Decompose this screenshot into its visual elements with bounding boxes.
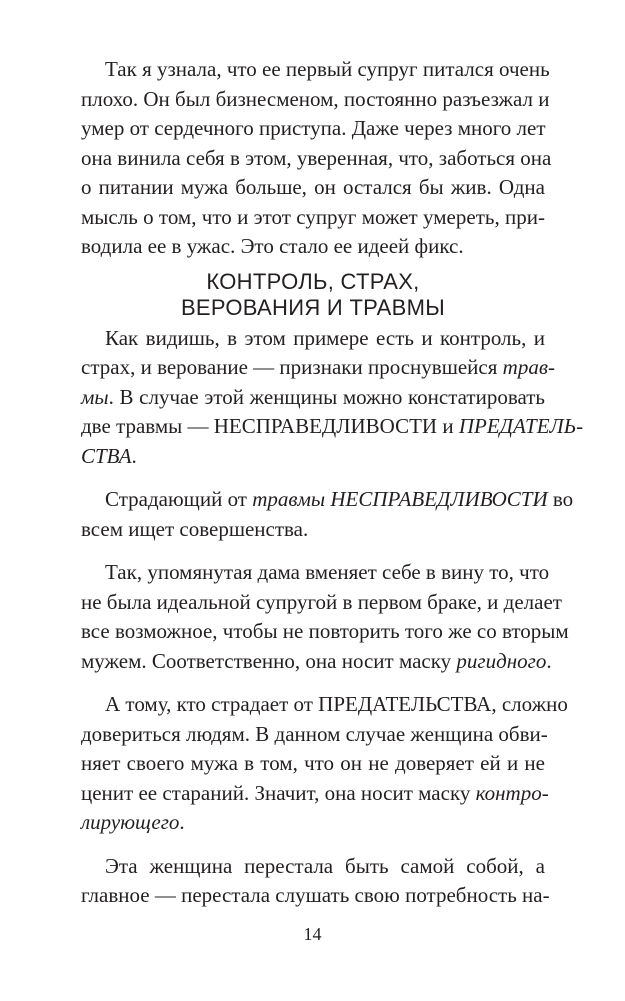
text-line: Так я узнала, что ее первый супруг питался очень	[105, 57, 550, 81]
text-line: Как видишь, в этом примере есть и контроль, и	[105, 326, 545, 350]
italic-term: мы	[81, 385, 109, 409]
text-line: мы. В случае этой женщины можно констатировать	[81, 385, 545, 409]
text-line: умер от сердечного приступа. Даже через много лет	[81, 116, 546, 140]
text-line: две травмы — НЕСПРАВЕДЛИВОСТИ и ПРЕДАТЕЛЬ-	[81, 414, 584, 438]
section-heading-line-1: КОНТРОЛЬ, СТРАХ,	[206, 269, 420, 294]
section-heading-line-2: ВЕРОВАНИЯ И ТРАВМЫ	[180, 295, 446, 320]
text-line: она винила себя в этом, уверенная, что, заботься она	[81, 146, 552, 170]
text-line: СТВА.	[81, 444, 137, 468]
italic-term: СТВА	[81, 444, 132, 468]
text-line: не была идеальной супругой в первом браке, и делает	[81, 590, 562, 614]
text-line: плохо. Он был бизнесменом, постоянно разъезжал и	[81, 87, 550, 111]
text-line: страх, и верование — признаки проснувшейся трав-	[81, 355, 555, 379]
text-line: Так, упомянутая дама вменяет себе в вину то, что	[105, 560, 550, 584]
text-line: водила ее в ужас. Это стало ее идеей фикс.	[81, 234, 464, 258]
text-line: лирующего.	[81, 810, 185, 834]
text-line: мужем. Соответственно, она носит маску ригидного.	[81, 649, 552, 673]
text-line: о питании мужа больше, он остался бы жив. Одна	[81, 175, 545, 199]
italic-term: травмы НЕСПРАВЕДЛИВОСТИ	[252, 487, 548, 511]
text-line: довериться людям. В данном случае женщина обви-	[81, 722, 548, 746]
italic-term: ригидного	[456, 649, 547, 673]
text-line: главное — перестала слушать свою потребность на-	[81, 883, 550, 907]
text-line: ценит ее стараний. Значит, она носит маску контро-	[81, 781, 549, 805]
text-line: няет своего мужа в том, что он не доверяет ей и не	[81, 751, 545, 775]
italic-term: ПРЕДАТЕЛЬ-	[458, 414, 584, 438]
text-line: А тому, кто страдает от ПРЕДАТЕЛЬСТВА, сложно	[105, 692, 568, 716]
text-line: Эта женщина перестала быть самой собой, а	[105, 854, 545, 878]
italic-term: трав-	[502, 355, 555, 379]
page-number: 14	[303, 924, 322, 944]
italic-term: лирующего	[81, 810, 180, 834]
italic-term: контро-	[475, 781, 549, 805]
text-line: мысль о том, что и этот супруг может умереть, при-	[81, 205, 545, 229]
text-line: всем ищет совершенства.	[81, 517, 309, 541]
text-line: Страдающий от травмы НЕСПРАВЕДЛИВОСТИ во	[105, 487, 574, 511]
text-line: все возможное, чтобы не повторить того же со вторым	[81, 619, 569, 643]
